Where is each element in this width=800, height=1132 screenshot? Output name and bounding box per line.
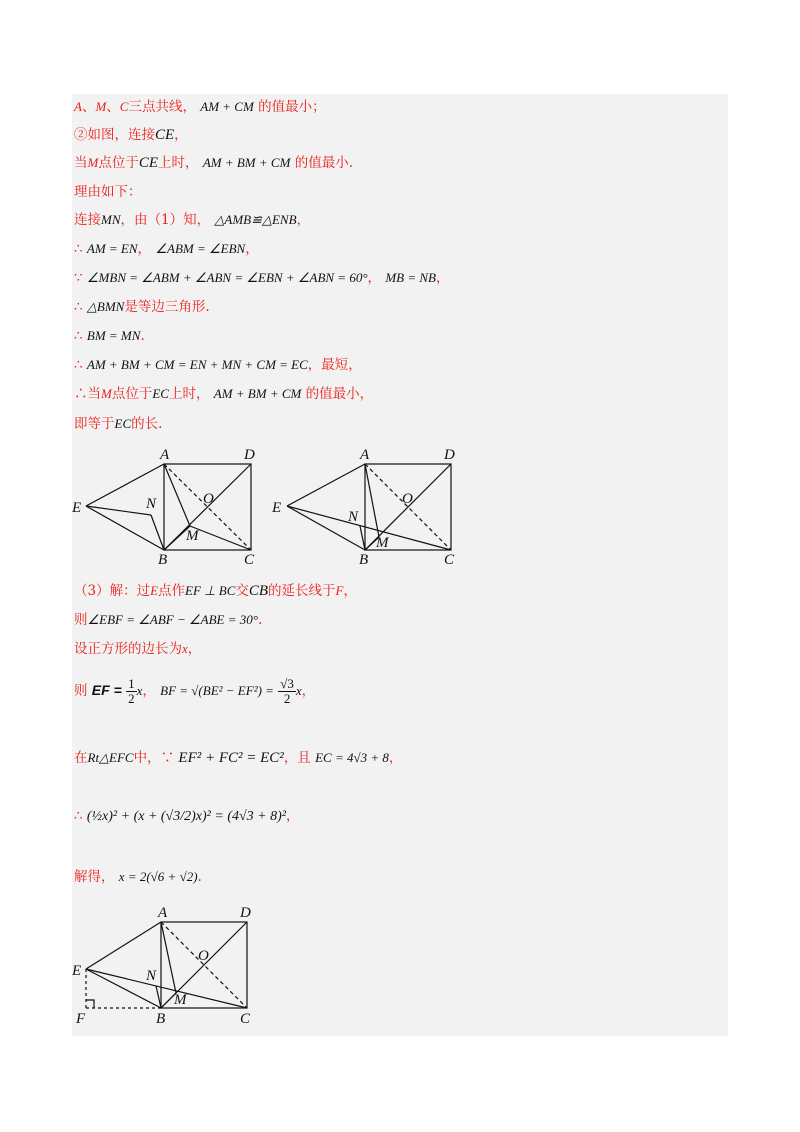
text: 的值最小， [305, 386, 374, 402]
text: 的延长线于 [268, 583, 336, 599]
text: ，且 [283, 750, 311, 766]
segment-am [365, 464, 379, 537]
text: ，最短， [307, 357, 362, 373]
because-symbol: ∵ [74, 270, 83, 286]
text: ②如图，连接 [74, 127, 155, 143]
label-c: C [244, 552, 255, 568]
math-expr: EC [114, 416, 132, 431]
segment-am [161, 922, 176, 993]
text: . [140, 328, 145, 344]
math-expr: MB = NB [385, 270, 436, 285]
therefore-symbol: ∴ [74, 328, 83, 344]
text: 则 [74, 683, 88, 699]
text: 是等边三角形. [124, 299, 210, 315]
math-expr: EF² + FC² = EC² [178, 750, 284, 766]
label-o: O [402, 491, 413, 507]
line-2 [74, 126, 188, 144]
line-9 [74, 327, 145, 345]
label-d: D [244, 447, 255, 463]
math-expr: EF ⊥ BC [185, 583, 236, 598]
figure-3 [72, 902, 272, 1032]
point-m: M [87, 155, 99, 170]
text: 点位于 [111, 386, 153, 402]
label-a: A [160, 447, 170, 463]
math-expr: EC [152, 386, 169, 401]
point-m: M [95, 99, 107, 114]
math-expr: EC = 4√3 + 8 [315, 750, 389, 765]
therefore-symbol: ∴ [74, 357, 83, 373]
line-4 [74, 183, 142, 201]
label-a: A [158, 905, 168, 921]
segment-ea [287, 464, 365, 506]
math-expr: CE [155, 127, 175, 143]
text: 的值最小； [258, 99, 326, 115]
math-expr: CB [248, 583, 269, 599]
text: 三点共线， [128, 99, 196, 115]
math-expr: ∠ABM = ∠EBN [155, 241, 246, 256]
label-n: N [348, 509, 359, 525]
text: 点作 [158, 583, 186, 599]
line-13 [74, 582, 357, 600]
therefore-symbol: ∴ [74, 808, 83, 824]
text: ， [367, 270, 382, 286]
text: 的长. [131, 416, 163, 432]
line-1 [74, 98, 326, 116]
text: ，由（1）知， [120, 212, 211, 228]
separator: 、 [106, 99, 120, 115]
text: 解得， [74, 869, 115, 885]
line-12 [74, 415, 162, 433]
line-7 [74, 269, 450, 287]
text: ， [436, 270, 450, 286]
line-5 [74, 211, 310, 229]
segment-mc [190, 526, 251, 550]
separator: 、 [81, 99, 96, 115]
label-e: E [72, 963, 82, 979]
label-e: E [72, 500, 82, 516]
line-19 [74, 868, 202, 886]
segment-bn [360, 526, 365, 550]
segment-bn [156, 986, 161, 1008]
label-b: B [156, 1011, 166, 1027]
point-f: F [335, 583, 344, 598]
math-expr: AM + BM + CM [213, 386, 302, 401]
point-c: C [119, 99, 129, 114]
figure-1 [72, 444, 272, 569]
label-c: C [444, 552, 455, 568]
math-expr: AM + BM + CM [202, 155, 291, 170]
label-m: M [186, 528, 199, 544]
segment-eb [86, 506, 164, 550]
segment-ec [287, 506, 451, 550]
text: 理由如下： [74, 184, 142, 200]
text: ， [301, 683, 316, 699]
line-16 [74, 672, 315, 709]
segment-nb [151, 515, 164, 550]
numerator: √3 [280, 676, 294, 691]
math-expr: CE [138, 155, 159, 171]
label-m: M [174, 992, 187, 1008]
text: 在 [74, 750, 88, 766]
text: ， [187, 641, 202, 657]
text: 即等于 [74, 416, 115, 432]
text: 连接 [74, 212, 101, 228]
text: 的值最小. [294, 155, 353, 171]
point-a: A [74, 99, 82, 114]
point-e: E [150, 583, 159, 598]
math-expr: ∠MBN = ∠ABM + ∠ABN = ∠EBN + ∠ABN = 60° [86, 270, 368, 285]
label-d: D [240, 905, 251, 921]
math-expr: AM + CM [200, 99, 254, 114]
text: 中，∵ [133, 750, 175, 766]
label-f: F [76, 1011, 86, 1027]
denominator: 2 [128, 691, 135, 706]
solution-panel [72, 94, 728, 1036]
label-b: B [359, 552, 369, 568]
line-11 [74, 385, 373, 403]
math-expr: Rt△EFC [87, 750, 134, 765]
math-expr: △AMB≌△ENB [214, 212, 297, 227]
diagonal-bd [164, 464, 251, 550]
denominator: 2 [283, 691, 291, 706]
math-expr: (½x)² + (x + (√3/2)x)² = (4√3 + 8)² [86, 809, 286, 824]
text: （3）解：过 [74, 583, 151, 599]
text: ， [174, 127, 188, 143]
math-expr: AM + BM + CM = EN + MN + CM = EC [86, 357, 308, 372]
text: ∴当 [74, 386, 101, 402]
point-m: M [101, 386, 112, 401]
text: ， [137, 241, 152, 257]
line-6 [74, 240, 259, 258]
line-8 [74, 298, 210, 316]
math-expr: EF = [91, 682, 122, 698]
segment-ea [86, 922, 161, 969]
figure-2 [272, 444, 472, 569]
text: 上时， [168, 386, 210, 402]
label-d: D [444, 447, 455, 463]
fraction-one-half [126, 677, 137, 706]
segment-am [164, 464, 190, 526]
text: ， [388, 750, 403, 766]
line-15 [74, 640, 201, 658]
text: . [257, 612, 263, 628]
math-expr: AM = EN [86, 241, 138, 256]
line-3 [74, 154, 353, 172]
math-expr: BF = √(BE² − EF²) = [160, 683, 274, 698]
text: ， [296, 212, 311, 228]
label-m: M [376, 535, 389, 551]
label-a: A [360, 447, 370, 463]
math-expr: ∠EBF = ∠ABF − ∠ABE = 30° [87, 612, 258, 627]
numerator: 1 [128, 676, 135, 691]
text: ， [245, 241, 259, 257]
math-expr: BM = MN [86, 328, 141, 343]
line-18 [74, 807, 299, 826]
variable-x: x [136, 683, 143, 698]
label-o: O [198, 948, 209, 964]
text: ， [343, 583, 357, 599]
text: 上时， [158, 155, 199, 171]
text: 则 [74, 612, 88, 628]
label-o: O [203, 491, 214, 507]
line-10 [74, 356, 362, 374]
text: ， [142, 683, 156, 699]
text: 当 [74, 155, 88, 171]
label-e: E [272, 500, 282, 516]
math-expr: MN [101, 212, 121, 227]
text: 交 [235, 583, 249, 599]
math-expr: △BMN [86, 299, 125, 314]
variable-x: x [182, 641, 188, 656]
variable-x: x [295, 683, 302, 698]
segment-en [86, 506, 151, 515]
text: 点位于 [98, 155, 139, 171]
text: 设正方形的边长为 [74, 641, 182, 657]
line-14 [74, 611, 262, 629]
therefore-symbol: ∴ [74, 241, 83, 257]
label-c: C [240, 1011, 251, 1027]
therefore-symbol: ∴ [74, 299, 83, 315]
line-17 [74, 749, 402, 767]
label-n: N [146, 968, 157, 984]
label-n: N [146, 496, 157, 512]
fraction-sqrt3-over-2 [278, 677, 296, 706]
text: ， [285, 808, 300, 824]
math-expr: x = 2(√6 + √2) [118, 869, 198, 884]
text: . [197, 869, 202, 885]
right-angle-mark [86, 1000, 94, 1008]
label-b: B [158, 552, 168, 568]
